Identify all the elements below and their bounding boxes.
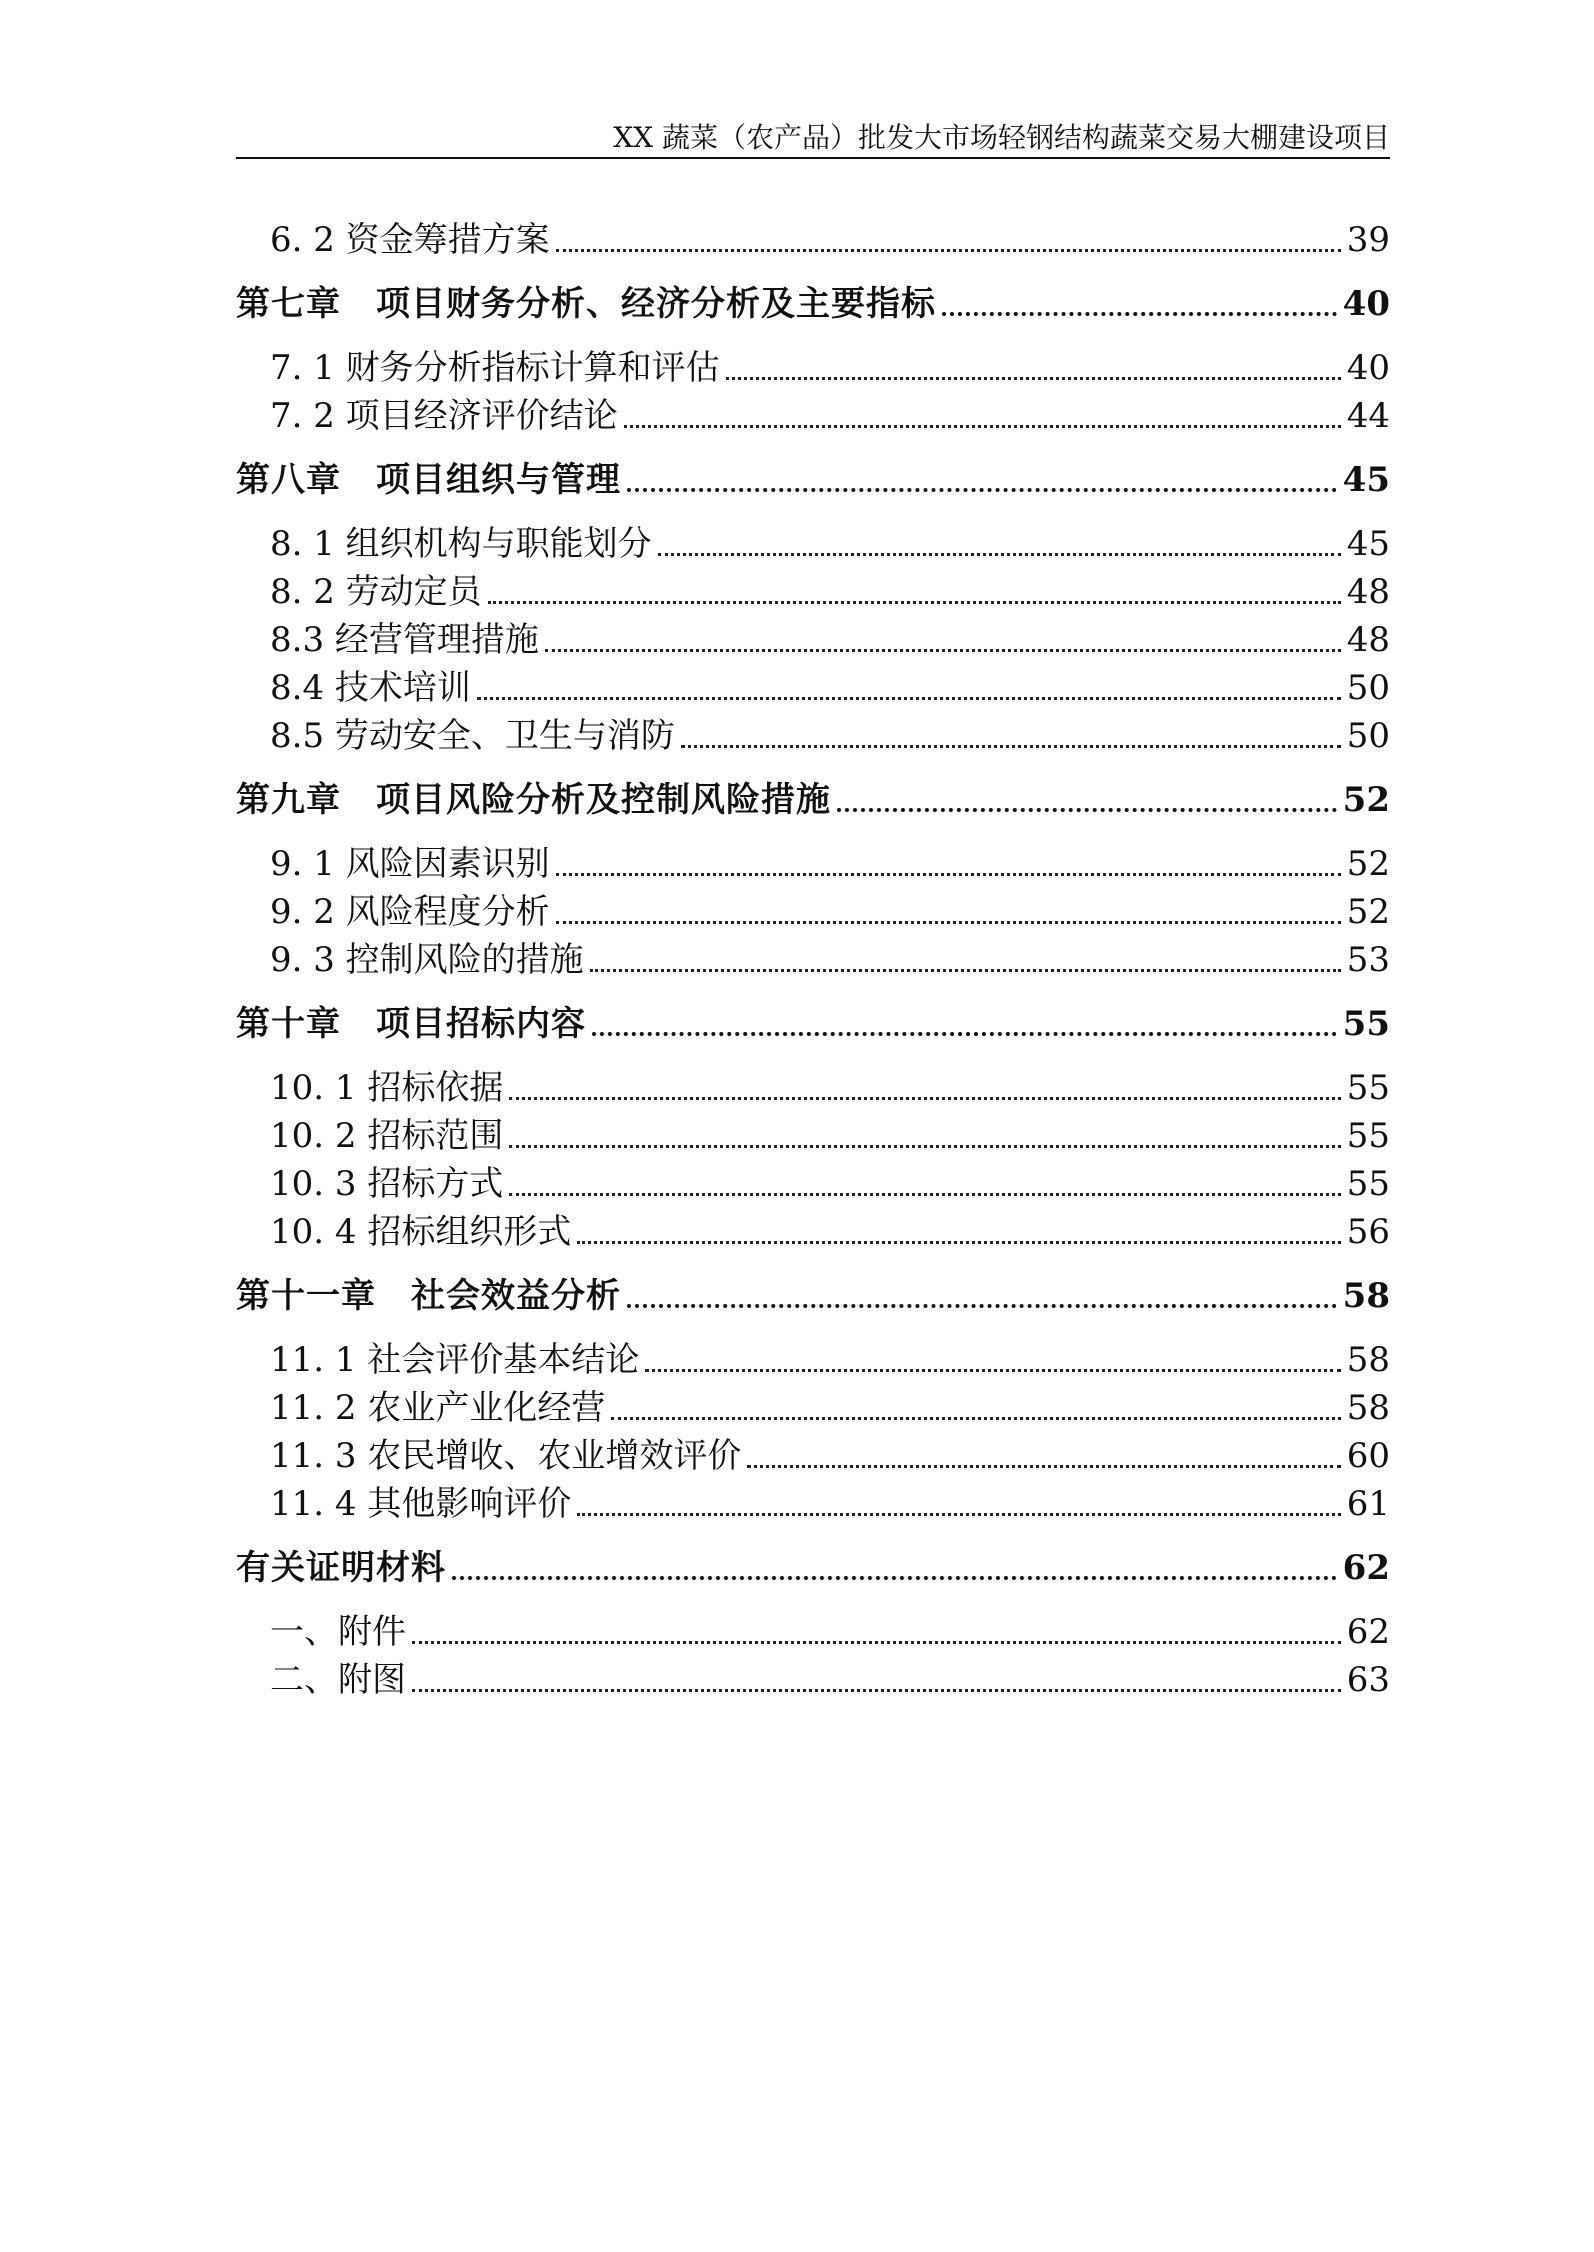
toc-entry-label: 10. 4 招标组织形式 xyxy=(270,1212,572,1252)
toc-page-number: 53 xyxy=(1346,940,1390,980)
dot-leader xyxy=(577,1241,1340,1244)
toc-section-entry[interactable] xyxy=(236,392,1390,440)
dot-leader xyxy=(590,969,1341,972)
toc-section-entry[interactable] xyxy=(236,1608,1390,1656)
toc-page-number: 56 xyxy=(1346,1212,1390,1252)
toc-entry-label: 11. 1 社会评价基本结论 xyxy=(270,1340,640,1380)
toc-page-number: 60 xyxy=(1346,1436,1390,1476)
toc-page-number: 52 xyxy=(1342,780,1390,820)
toc-chapter-entry[interactable] xyxy=(236,1000,1390,1048)
toc-section-entry[interactable] xyxy=(236,1336,1390,1384)
dot-leader xyxy=(556,249,1341,252)
toc-entry-label: 8.4 技术培训 xyxy=(270,668,471,708)
toc-page-number: 50 xyxy=(1346,716,1390,756)
dot-leader xyxy=(556,873,1341,876)
toc-page-number: 55 xyxy=(1346,1116,1390,1156)
toc-page-number: 58 xyxy=(1346,1388,1390,1428)
toc-section-entry[interactable] xyxy=(236,1160,1390,1208)
toc-page-number: 61 xyxy=(1346,1484,1390,1524)
dot-leader xyxy=(681,745,1341,748)
toc-chapter-entry[interactable] xyxy=(236,280,1390,328)
dot-leader xyxy=(556,921,1341,924)
dot-leader xyxy=(477,697,1341,700)
toc-section-entry[interactable] xyxy=(236,1112,1390,1160)
toc-section-entry[interactable] xyxy=(236,520,1390,568)
toc-page-number: 62 xyxy=(1342,1548,1390,1588)
toc-entry-label: 10. 2 招标范围 xyxy=(270,1116,504,1156)
dot-leader xyxy=(509,1145,1340,1148)
toc-entry-label: 一、附件 xyxy=(270,1612,406,1652)
toc-page-number: 50 xyxy=(1346,668,1390,708)
toc-chapter-entry[interactable] xyxy=(236,456,1390,504)
dot-leader xyxy=(592,1032,1337,1036)
toc-section-entry[interactable] xyxy=(236,888,1390,936)
toc-section-entry[interactable] xyxy=(236,936,1390,984)
toc-page-number: 55 xyxy=(1342,1004,1390,1044)
dot-leader xyxy=(627,1304,1337,1308)
toc-entry-label: 有关证明材料 xyxy=(236,1548,446,1588)
toc-page-number: 55 xyxy=(1346,1164,1390,1204)
toc-section-entry[interactable] xyxy=(236,1656,1390,1704)
toc-entry-label: 第十一章 社会效益分析 xyxy=(236,1276,621,1316)
toc-section-entry[interactable] xyxy=(236,1208,1390,1256)
dot-leader xyxy=(726,377,1341,380)
toc-entry-label: 7. 2 项目经济评价结论 xyxy=(270,396,618,436)
toc-page-number: 45 xyxy=(1342,460,1390,500)
toc-entry-label: 第七章 项目财务分析、经济分析及主要指标 xyxy=(236,284,936,324)
toc-entry-label: 11. 4 其他影响评价 xyxy=(270,1484,572,1524)
toc-entry-label: 11. 3 农民增收、农业增效评价 xyxy=(270,1436,742,1476)
dot-leader xyxy=(452,1576,1337,1580)
toc-entry-label: 8.5 劳动安全、卫生与消防 xyxy=(270,716,675,756)
dot-leader xyxy=(942,312,1337,316)
toc-page-number: 40 xyxy=(1342,284,1390,324)
dot-leader xyxy=(627,488,1337,492)
dot-leader xyxy=(611,1417,1340,1420)
toc-page-number: 45 xyxy=(1346,524,1390,564)
toc-entry-label: 10. 3 招标方式 xyxy=(270,1164,504,1204)
toc-entry-label: 8. 1 组织机构与职能划分 xyxy=(270,524,652,564)
toc-page-number: 58 xyxy=(1342,1276,1390,1316)
toc-page-number: 52 xyxy=(1346,844,1390,884)
toc-page-number: 52 xyxy=(1346,892,1390,932)
toc-entry-label: 第十章 项目招标内容 xyxy=(236,1004,586,1044)
toc-section-entry[interactable] xyxy=(236,664,1390,712)
toc-entry-label: 9. 3 控制风险的措施 xyxy=(270,940,584,980)
toc-entry-label: 8.3 经营管理措施 xyxy=(270,620,539,660)
dot-leader xyxy=(412,1689,1341,1692)
toc-entry-label: 10. 1 招标依据 xyxy=(270,1068,504,1108)
toc-chapter-entry[interactable] xyxy=(236,776,1390,824)
toc-page-number: 55 xyxy=(1346,1068,1390,1108)
toc-entry-label: 11. 2 农业产业化经营 xyxy=(270,1388,606,1428)
toc-chapter-entry[interactable] xyxy=(236,1272,1390,1320)
toc-page-number: 63 xyxy=(1346,1660,1390,1700)
toc-page-number: 39 xyxy=(1346,220,1390,260)
toc-entry-label: 7. 1 财务分析指标计算和评估 xyxy=(270,348,720,388)
document-title: XX 蔬菜（农产品）批发大市场轻钢结构蔬菜交易大棚建设项目 xyxy=(613,121,1390,154)
toc-entry-label: 8. 2 劳动定员 xyxy=(270,572,482,612)
toc-page-number: 44 xyxy=(1346,396,1390,436)
dot-leader xyxy=(545,649,1341,652)
toc-page-number: 48 xyxy=(1346,572,1390,612)
toc-page-number: 58 xyxy=(1346,1340,1390,1380)
page-header xyxy=(236,118,1390,158)
dot-leader xyxy=(412,1641,1341,1644)
toc-entry-label: 9. 2 风险程度分析 xyxy=(270,892,550,932)
toc-entry-label: 第八章 项目组织与管理 xyxy=(236,460,621,500)
dot-leader xyxy=(509,1097,1340,1100)
dot-leader xyxy=(624,425,1341,428)
toc-section-entry[interactable] xyxy=(236,344,1390,392)
toc-section-entry[interactable] xyxy=(236,1432,1390,1480)
dot-leader xyxy=(837,808,1337,812)
dot-leader xyxy=(645,1369,1340,1372)
toc-section-entry[interactable] xyxy=(236,1384,1390,1432)
toc-page-number: 48 xyxy=(1346,620,1390,660)
toc-section-entry[interactable] xyxy=(236,840,1390,888)
toc-section-entry[interactable] xyxy=(236,616,1390,664)
toc-section-entry[interactable] xyxy=(236,1064,1390,1112)
toc-section-entry[interactable] xyxy=(236,568,1390,616)
toc-section-entry[interactable] xyxy=(236,216,1390,264)
toc-entry-label: 第九章 项目风险分析及控制风险措施 xyxy=(236,780,831,820)
toc-chapter-entry[interactable] xyxy=(236,1544,1390,1592)
dot-leader xyxy=(658,553,1341,556)
dot-leader xyxy=(488,601,1341,604)
toc-section-entry[interactable] xyxy=(236,712,1390,760)
toc-entry-label: 6. 2 资金筹措方案 xyxy=(270,220,550,260)
toc-entry-label: 二、附图 xyxy=(270,1660,406,1700)
toc-page-number: 62 xyxy=(1346,1612,1390,1652)
header-divider xyxy=(236,157,1390,159)
dot-leader xyxy=(509,1193,1340,1196)
toc-section-entry[interactable] xyxy=(236,1480,1390,1528)
dot-leader xyxy=(747,1465,1340,1468)
toc-page-number: 40 xyxy=(1346,348,1390,388)
dot-leader xyxy=(577,1513,1340,1516)
toc-entry-label: 9. 1 风险因素识别 xyxy=(270,844,550,884)
